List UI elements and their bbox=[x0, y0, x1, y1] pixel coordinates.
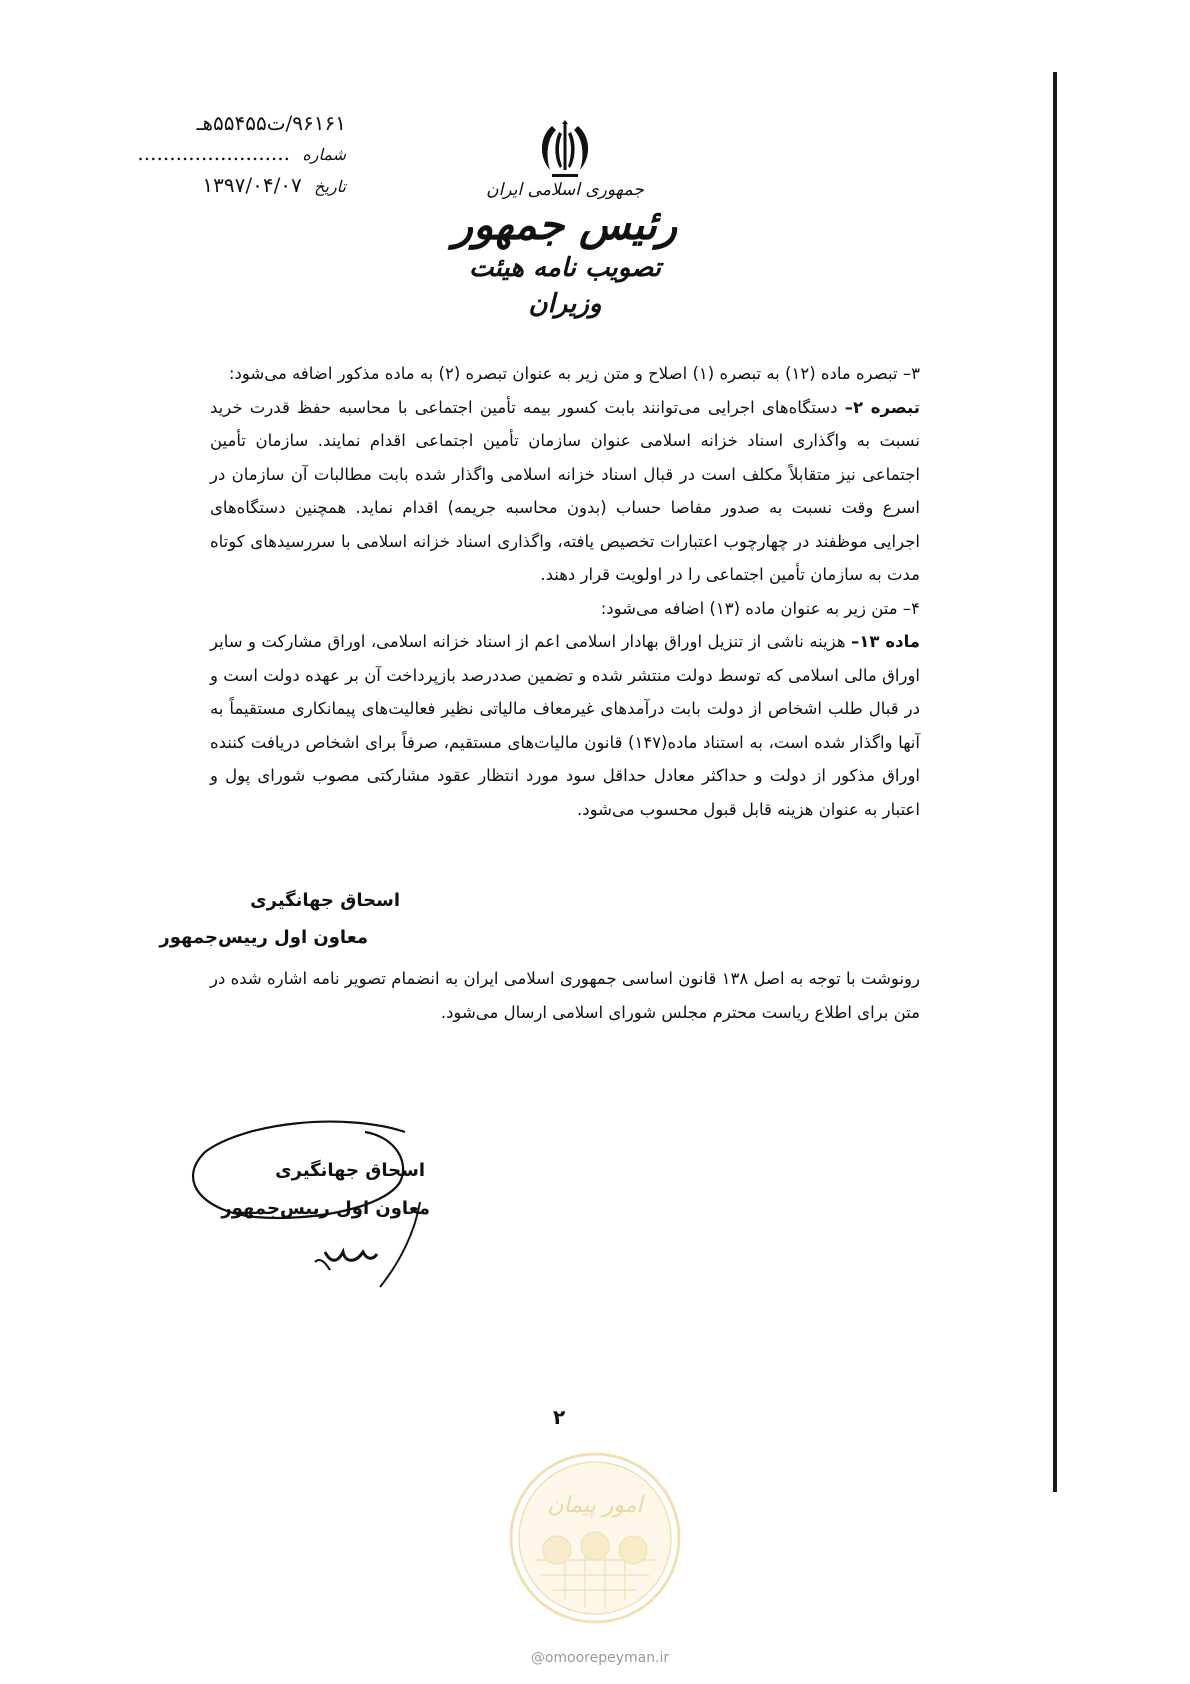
note-2-label: تبصره ۲– bbox=[844, 397, 920, 417]
date-label: تاریخ bbox=[314, 177, 346, 196]
stamp-title: معاون اول رییس‌جمهور bbox=[221, 1198, 430, 1219]
president-heading: رئیس جمهور bbox=[452, 200, 678, 249]
note-2-text: دستگاه‌های اجرایی می‌توانند بابت کسور بیمه تأمین اجتماعی با محاسبه حفظ قدرت خرید نسبت به واگذاری اسناد خزانه اسلامی عنوان سازمان تأمین اجتماعی اقدام نمایند. سازمان تأمین اجتماعی نیز متقابلاً مکلف است در قبال اسناد خزانه اسلامی واگذار شده بابت مطالبات آن سازمان در اسرع وقت نسبت به صدور مفاصا حساب (بدون محاسبه جریمه) اقدام نماید. همچنین دستگاه‌های اجرایی موظفند در چهارچوب اعتبارات تخصیص یافته، واگذاری اسناد خزانه اسلامی با سررسیدهای کوتاه مدت به سازمان تأمین اجتماعی را در اولویت قرار دهند. bbox=[210, 397, 920, 584]
watermark-url: @omoorepeyman.ir bbox=[530, 1650, 670, 1666]
page-edge-rule bbox=[1053, 72, 1057, 1492]
letter-number bbox=[126, 108, 346, 138]
clause-3: ۳– تبصره ماده (۱۲) به تبصره (۱) اصلاح و متن زیر به عنوان تبصره (۲) به ماده مذکور اضافه می‌شود: bbox=[228, 364, 920, 383]
watermark-logo-text: امور پیمان bbox=[547, 1493, 643, 1518]
stamp-name: اسحاق جهانگیری bbox=[275, 1160, 425, 1181]
omoorepeyman-watermark-icon bbox=[505, 1450, 685, 1635]
date-row bbox=[126, 170, 346, 202]
article-13-label: ماده ۱۳– bbox=[851, 632, 920, 651]
article-13-text: هزینه ناشی از تنزیل اوراق بهادار اسلامی اعم از اسناد خزانه اسلامی، اوراق مشارکت و سایر اوراق مالی اسلامی که توسط دولت منتشر شده و تضمین صددرصد بازپرداخت آن بر عهده دولت است و در قبال طلب اشخاص از دولت بابت درآمدهای غیرمعاف مالیاتی نظیر فعالیت‌های پیمانکاری مستقیماً به آنها واگذار شده است، به استناد ماده(۱۴۷) قانون مالیات‌های مستقیم، صرفاً برای اشخاص دریافت کننده اوراق مذکور از دولت و حداکثر معادل حداقل سود مورد انتظار عقود مشارکتی مصوب شورای پول و اعتبار به عنوان هزینه قابل قبول محسوب می‌شود. bbox=[210, 632, 920, 819]
cabinet-heading: تصویب نامه هیئت وزیران bbox=[468, 253, 662, 319]
reference-block bbox=[126, 108, 346, 202]
number-label-row bbox=[126, 138, 346, 170]
signatory-title: معاون اول رییس‌جمهور bbox=[159, 927, 368, 948]
number-label: شماره bbox=[302, 145, 346, 164]
republic-heading: جمهوری اسلامی ایران bbox=[486, 180, 644, 200]
number-dots: ........................ bbox=[137, 141, 290, 165]
letter-body bbox=[210, 357, 920, 826]
article-13-paragraph bbox=[210, 625, 920, 826]
letter-number-value: ۹۶۱۶۱/ت۵۵۴۵۵هـ bbox=[196, 111, 346, 135]
clause-4: ۴– متن زیر به عنوان ماده (۱۳) اضافه می‌شود: bbox=[600, 598, 920, 618]
note-2-paragraph bbox=[210, 391, 920, 592]
page-number: ۲ bbox=[553, 1405, 566, 1429]
cc-paragraph: رونوشت با توجه به اصل ۱۳۸ قانون اساسی جمهوری اسلامی ایران به انضمام تصویر نامه اشاره شده در متن برای اطلاع ریاست محترم مجلس شورای اسلامی ارسال می‌شود. bbox=[210, 969, 920, 1022]
cc-note bbox=[210, 962, 920, 1030]
signatory-name: اسحاق جهانگیری bbox=[250, 890, 400, 911]
letterhead bbox=[430, 120, 700, 335]
iran-emblem-icon bbox=[534, 120, 596, 180]
date-value: ۱۳۹۷/۰۴/۰۷ bbox=[202, 173, 302, 197]
